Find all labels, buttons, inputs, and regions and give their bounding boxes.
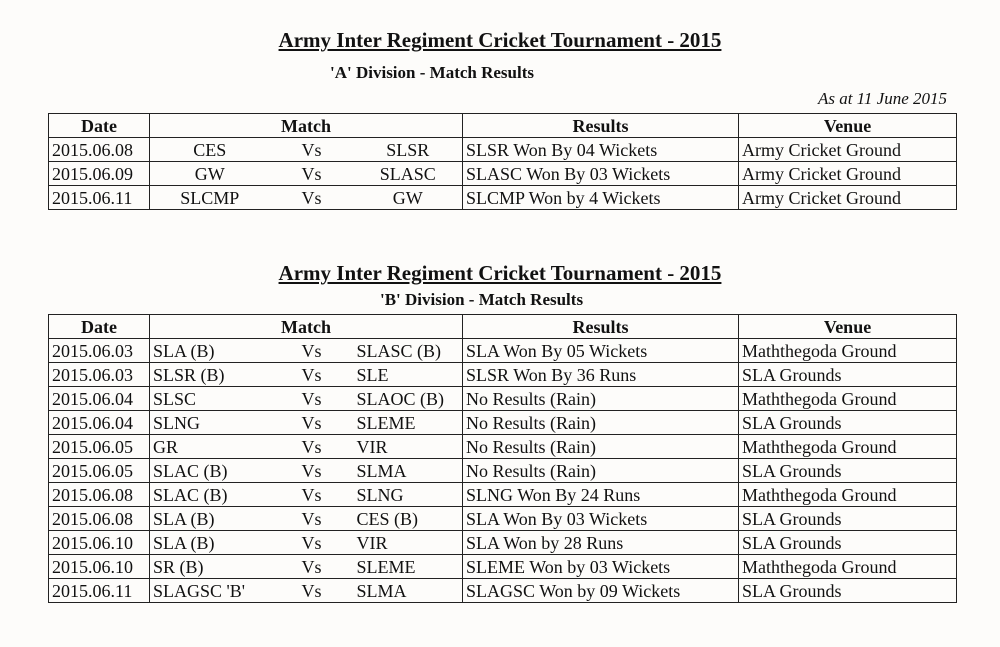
cell-venue: Army Cricket Ground bbox=[739, 162, 957, 186]
cell-result: SLA Won By 05 Wickets bbox=[463, 339, 739, 363]
cell-team1: SR (B) bbox=[150, 555, 270, 579]
cell-date: 2015.06.08 bbox=[49, 507, 150, 531]
header-results: Results bbox=[463, 315, 739, 339]
cell-venue: Army Cricket Ground bbox=[739, 186, 957, 210]
cell-team1: SLSC bbox=[150, 387, 270, 411]
cell-team2: SLSR bbox=[354, 138, 463, 162]
cell-vs: Vs bbox=[270, 579, 354, 603]
table-row bbox=[49, 435, 957, 459]
cell-venue: SLA Grounds bbox=[739, 531, 957, 555]
cell-venue: SLA Grounds bbox=[739, 507, 957, 531]
cell-vs: Vs bbox=[270, 411, 354, 435]
cell-date: 2015.06.05 bbox=[49, 459, 150, 483]
cell-team1: SLCMP bbox=[150, 186, 270, 210]
cell-result: SLSR Won By 04 Wickets bbox=[463, 138, 739, 162]
cell-venue: SLA Grounds bbox=[739, 411, 957, 435]
cell-date: 2015.06.04 bbox=[49, 387, 150, 411]
table-row bbox=[49, 483, 957, 507]
cell-vs: Vs bbox=[270, 435, 354, 459]
header-venue: Venue bbox=[739, 114, 957, 138]
cell-team1: SLAC (B) bbox=[150, 459, 270, 483]
cell-team2: CES (B) bbox=[354, 507, 463, 531]
division-a-results-table bbox=[48, 113, 957, 210]
cell-vs: Vs bbox=[270, 531, 354, 555]
cell-team1: SLNG bbox=[150, 411, 270, 435]
cell-team2: SLASC bbox=[354, 162, 463, 186]
cell-date: 2015.06.03 bbox=[49, 363, 150, 387]
cell-team1: GW bbox=[150, 162, 270, 186]
cell-team2: SLNG bbox=[354, 483, 463, 507]
division-b-subtitle: 'B' Division - Match Results bbox=[380, 290, 584, 309]
cell-date: 2015.06.04 bbox=[49, 411, 150, 435]
cell-result: SLCMP Won by 4 Wickets bbox=[463, 186, 739, 210]
cell-vs: Vs bbox=[270, 387, 354, 411]
cell-team2: SLE bbox=[354, 363, 463, 387]
cell-vs: Vs bbox=[270, 363, 354, 387]
cell-venue: Army Cricket Ground bbox=[739, 138, 957, 162]
table-row bbox=[49, 459, 957, 483]
table-row bbox=[49, 363, 957, 387]
cell-vs: Vs bbox=[270, 162, 354, 186]
cell-team2: SLMA bbox=[354, 459, 463, 483]
header-date: Date bbox=[49, 315, 150, 339]
cell-date: 2015.06.08 bbox=[49, 483, 150, 507]
table-row bbox=[49, 387, 957, 411]
cell-venue: Maththegoda Ground bbox=[739, 555, 957, 579]
cell-date: 2015.06.11 bbox=[49, 579, 150, 603]
cell-vs: Vs bbox=[270, 507, 354, 531]
cell-venue: SLA Grounds bbox=[739, 363, 957, 387]
cell-date: 2015.06.10 bbox=[49, 555, 150, 579]
cell-team2: SLAOC (B) bbox=[354, 387, 463, 411]
cell-vs: Vs bbox=[270, 186, 354, 210]
header-date: Date bbox=[49, 114, 150, 138]
cell-date: 2015.06.09 bbox=[49, 162, 150, 186]
cell-date: 2015.06.08 bbox=[49, 138, 150, 162]
division-a-title: Army Inter Regiment Cricket Tournament - 2015 bbox=[278, 28, 722, 52]
cell-team2: SLMA bbox=[354, 579, 463, 603]
division-b-title: Army Inter Regiment Cricket Tournament - 2015 bbox=[278, 261, 722, 285]
cell-date: 2015.06.11 bbox=[49, 186, 150, 210]
cell-date: 2015.06.10 bbox=[49, 531, 150, 555]
cell-venue: Maththegoda Ground bbox=[739, 387, 957, 411]
cell-result: SLNG Won By 24 Runs bbox=[463, 483, 739, 507]
cell-vs: Vs bbox=[270, 555, 354, 579]
cell-vs: Vs bbox=[270, 483, 354, 507]
cell-result: SLAGSC Won by 09 Wickets bbox=[463, 579, 739, 603]
header-results: Results bbox=[463, 114, 739, 138]
cell-team1: SLA (B) bbox=[150, 339, 270, 363]
cell-team1: SLAC (B) bbox=[150, 483, 270, 507]
cell-vs: Vs bbox=[270, 339, 354, 363]
cell-result: No Results (Rain) bbox=[463, 411, 739, 435]
cell-vs: Vs bbox=[270, 459, 354, 483]
cell-venue: SLA Grounds bbox=[739, 579, 957, 603]
cell-result: No Results (Rain) bbox=[463, 459, 739, 483]
division-b-results-table bbox=[48, 314, 957, 603]
table-row bbox=[49, 138, 957, 162]
cell-result: SLA Won By 03 Wickets bbox=[463, 507, 739, 531]
cell-result: SLSR Won By 36 Runs bbox=[463, 363, 739, 387]
cell-team2: VIR bbox=[354, 435, 463, 459]
cell-team1: CES bbox=[150, 138, 270, 162]
table-row bbox=[49, 339, 957, 363]
cell-date: 2015.06.03 bbox=[49, 339, 150, 363]
cell-team1: SLAGSC 'B' bbox=[150, 579, 270, 603]
as-at-date: As at 11 June 2015 bbox=[817, 89, 947, 108]
cell-team1: GR bbox=[150, 435, 270, 459]
cell-venue: Maththegoda Ground bbox=[739, 339, 957, 363]
table-row bbox=[49, 162, 957, 186]
cell-venue: SLA Grounds bbox=[739, 459, 957, 483]
division-a-subtitle: 'A' Division - Match Results bbox=[330, 63, 534, 82]
cell-team2: GW bbox=[354, 186, 463, 210]
table-row bbox=[49, 555, 957, 579]
cell-result: No Results (Rain) bbox=[463, 387, 739, 411]
table-row bbox=[49, 507, 957, 531]
table-row bbox=[49, 579, 957, 603]
cell-team2: SLASC (B) bbox=[354, 339, 463, 363]
cell-result: No Results (Rain) bbox=[463, 435, 739, 459]
cell-result: SLEME Won by 03 Wickets bbox=[463, 555, 739, 579]
cell-team2: SLEME bbox=[354, 555, 463, 579]
cell-venue: Maththegoda Ground bbox=[739, 435, 957, 459]
table-header-row bbox=[49, 315, 957, 339]
cell-team2: SLEME bbox=[354, 411, 463, 435]
cell-team1: SLA (B) bbox=[150, 507, 270, 531]
cell-vs: Vs bbox=[270, 138, 354, 162]
table-header-row bbox=[49, 114, 957, 138]
cell-result: SLASC Won By 03 Wickets bbox=[463, 162, 739, 186]
cell-date: 2015.06.05 bbox=[49, 435, 150, 459]
header-match: Match bbox=[150, 114, 463, 138]
cell-team1: SLSR (B) bbox=[150, 363, 270, 387]
table-row bbox=[49, 531, 957, 555]
table-row bbox=[49, 411, 957, 435]
cell-venue: Maththegoda Ground bbox=[739, 483, 957, 507]
table-row bbox=[49, 186, 957, 210]
header-match: Match bbox=[150, 315, 463, 339]
cell-team2: VIR bbox=[354, 531, 463, 555]
header-venue: Venue bbox=[739, 315, 957, 339]
cell-team1: SLA (B) bbox=[150, 531, 270, 555]
cell-result: SLA Won by 28 Runs bbox=[463, 531, 739, 555]
